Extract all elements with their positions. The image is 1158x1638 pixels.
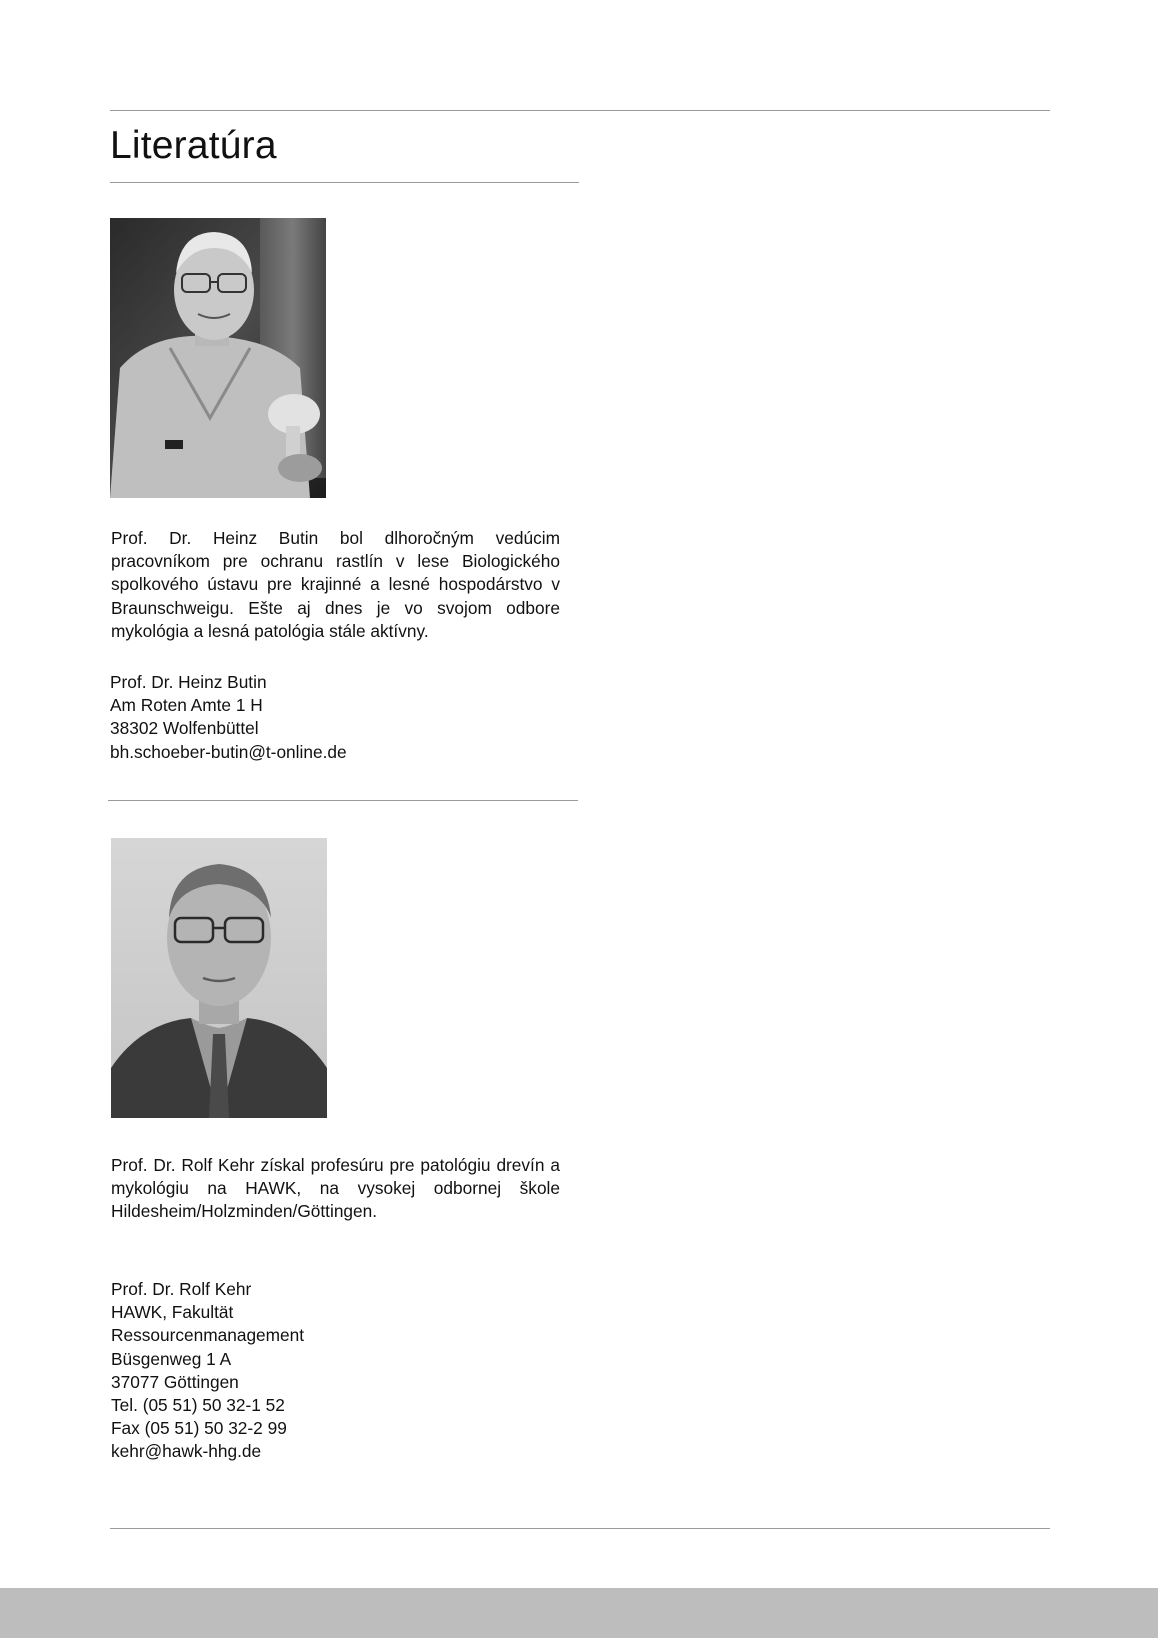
author-photo-kehr bbox=[111, 838, 327, 1118]
top-divider bbox=[110, 110, 1050, 111]
author-bio-butin: Prof. Dr. Heinz Butin bol dlhoročným vedúcim pracovníkom pre ochranu rastlín v lese Biologického spolkového ústavu pre krajinné a lesné hospodárstvo v Braunschweigu. Ešte aj dnes je vo svojom odbore mykológia a lesná patológia stále aktívny. bbox=[111, 528, 560, 641]
address-line: Prof. Dr. Heinz Butin bbox=[110, 672, 267, 692]
fax-number: Fax (05 51) 50 32-2 99 bbox=[111, 1418, 287, 1439]
phone-number: Tel. (05 51) 50 32-1 52 bbox=[111, 1395, 285, 1416]
address-line: 37077 Göttingen bbox=[111, 1371, 239, 1392]
author-photo-butin bbox=[110, 218, 326, 498]
page-title: Literatúra bbox=[110, 124, 277, 167]
author-address-kehr bbox=[111, 1278, 304, 1464]
address-line: Am Roten Amte 1 H bbox=[110, 695, 263, 716]
address-line: 38302 Wolfenbüttel bbox=[110, 718, 259, 739]
address-line: Ressourcenmanagement bbox=[111, 1325, 305, 1346]
section-divider bbox=[108, 800, 578, 801]
title-divider bbox=[110, 182, 579, 183]
email-address[interactable]: bh.schoeber-butin@t-online.de bbox=[110, 741, 347, 762]
portrait-kehr-image bbox=[111, 838, 327, 1118]
author-address-butin bbox=[110, 671, 347, 764]
address-line: HAWK, Fakultät bbox=[111, 1302, 234, 1323]
author-bio-kehr: Prof. Dr. Rolf Kehr získal profesúru pre patológiu drevín a mykológiu na HAWK, na vysokej odbornej škole Hildesheim/Holzminden/Göttingen. bbox=[111, 1155, 560, 1222]
bottom-divider bbox=[110, 1528, 1050, 1529]
address-line: Prof. Dr. Rolf Kehr bbox=[111, 1279, 252, 1299]
footer-band bbox=[0, 1588, 1158, 1638]
portrait-butin-image bbox=[110, 218, 326, 498]
email-address[interactable]: kehr@hawk-hhg.de bbox=[111, 1441, 262, 1462]
address-line: Büsgenweg 1 A bbox=[111, 1348, 232, 1369]
